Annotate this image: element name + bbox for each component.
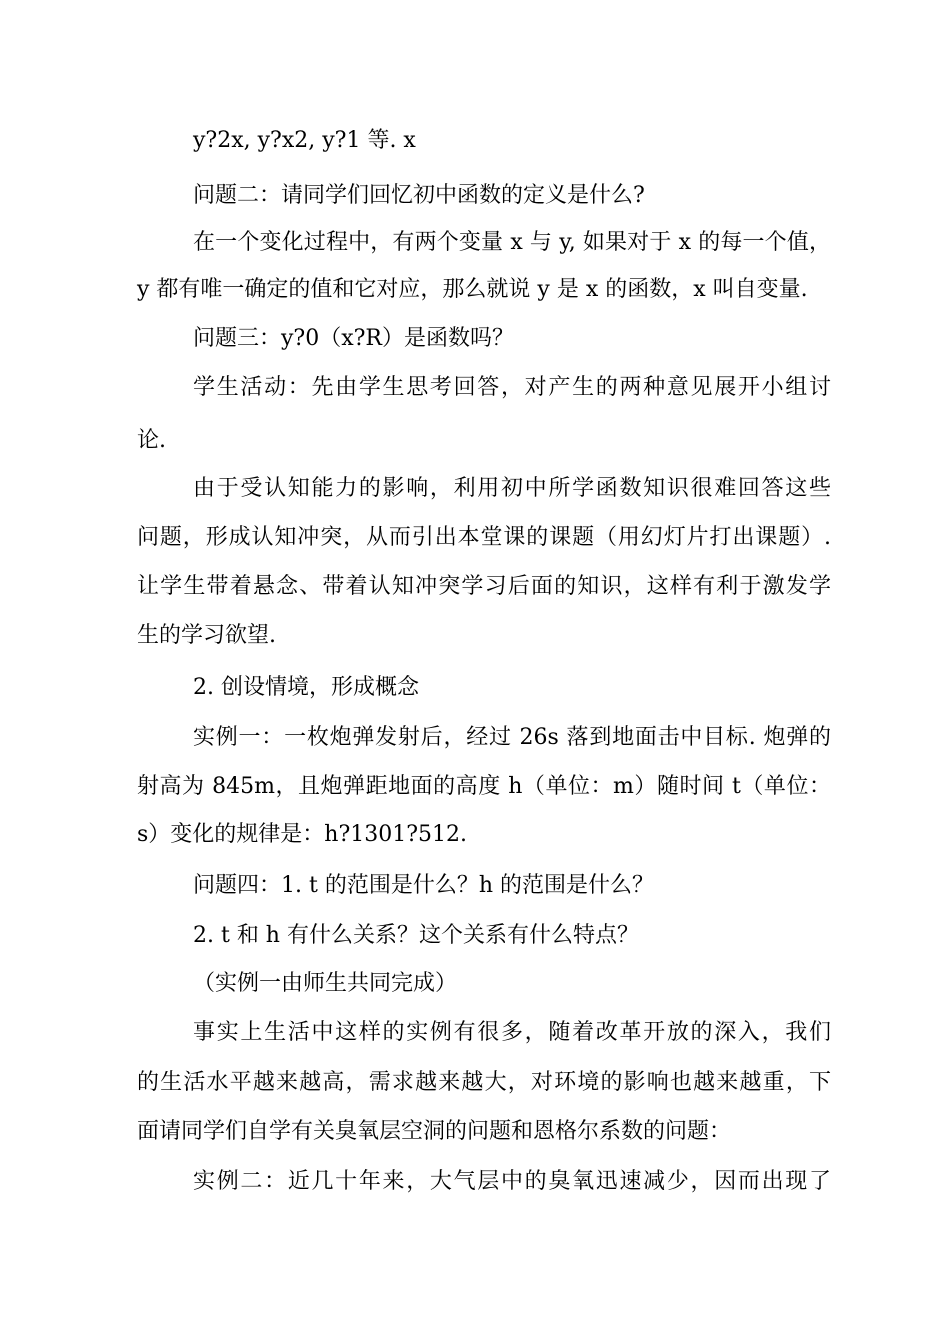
life-examples-line-1: 事实上生活中这样的实例有很多，随着改革开放的深入，我们 — [193, 1020, 831, 1045]
cognition-paragraph-line-2: 问题，形成认知冲突，从而引出本堂课的课题（用幻灯片打出课题）. — [137, 525, 831, 550]
student-activity-line-2: 论. — [137, 428, 166, 453]
cognition-paragraph-line-3: 让学生带着悬念、带着认知冲突学习后面的知识，这样有利于激发学 — [137, 574, 831, 599]
question-two: 问题二：请同学们回忆初中函数的定义是什么? — [193, 183, 645, 208]
example-one-line-2: 射高为 845m，且炮弹距地面的高度 h（单位：m）随时间 t（单位： — [137, 774, 831, 799]
function-definition-line-2: y 都有唯一确定的值和它对应，那么就说 y 是 x 的函数，x 叫自变量. — [137, 277, 808, 302]
cognition-paragraph-line-1: 由于受认知能力的影响，利用初中所学函数知识很难回答这些 — [193, 476, 831, 501]
example-one-line-3: s）变化的规律是：h?1301?512. — [137, 822, 468, 847]
life-examples-line-3: 面请同学们自学有关臭氧层空洞的问题和恩格尔系数的问题： — [137, 1119, 732, 1144]
cognition-paragraph-line-4: 生的学习欲望. — [137, 623, 276, 648]
student-activity-line-1: 学生活动：先由学生思考回答，对产生的两种意见展开小组讨 — [193, 375, 831, 400]
function-definition-line-1: 在一个变化过程中，有两个变量 x 与 y, 如果对于 x 的每一个值， — [193, 230, 831, 255]
life-examples-line-2: 的生活水平越来越高，需求越来越大，对环境的影响也越来越重，下 — [137, 1070, 831, 1095]
example-one-note: （实例一由师生共同完成） — [193, 971, 458, 996]
question-three: 问题三：y?0（x?R）是函数吗？ — [193, 326, 514, 351]
question-four-part-1: 问题四：1. t 的范围是什么？h 的范围是什么？ — [193, 873, 654, 898]
example-two-line-1: 实例二：近几十年来，大气层中的臭氧迅速减少，因而出现了 — [193, 1169, 831, 1194]
section-heading-2: 2. 创设情境，形成概念 — [193, 675, 419, 700]
example-one-line-1: 实例一：一枚炮弹发射后，经过 26s 落到地面击中目标. 炮弹的 — [193, 725, 831, 750]
text-line-1: y?2x, y?x2, y?1 等. x — [193, 128, 416, 153]
question-four-part-2: 2. t 和 h 有什么关系？这个关系有什么特点？ — [193, 923, 639, 948]
